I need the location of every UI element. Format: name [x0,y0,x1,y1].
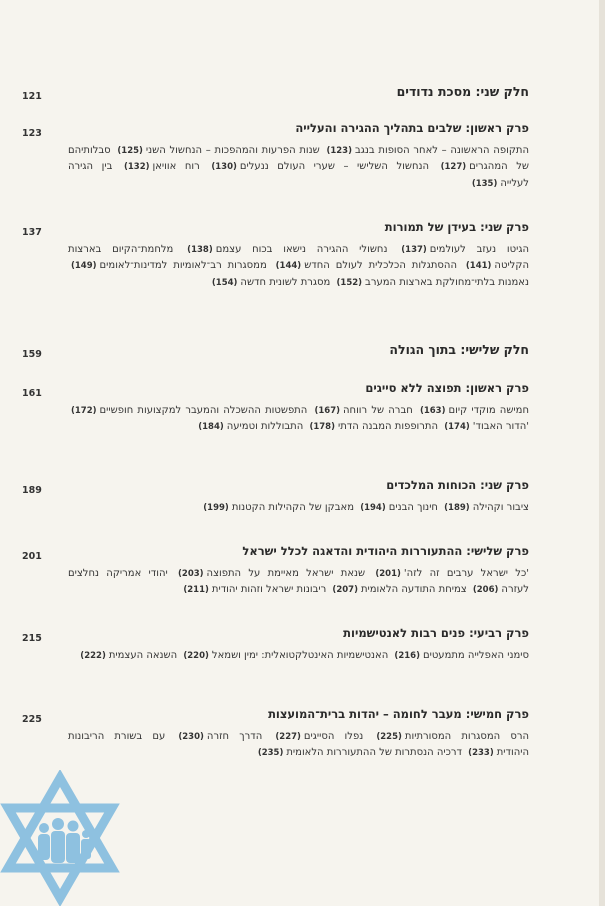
toc-item [329,584,466,595]
part-page-number: 121 [22,91,42,102]
toc-item [398,244,529,255]
toc-item [323,145,529,156]
toc-item-title: האנטישמיות האינטלקטואלית: ימין ושמאל [211,650,389,661]
toc-item [417,405,529,416]
toc-item-page: (184) [198,422,224,433]
chapter-items [68,648,529,664]
toc-item [357,502,438,513]
chapter-name: פנים רבות לאנטישמיות [343,626,466,640]
chapter-title [68,121,529,135]
toc-item-page: (141) [465,261,492,272]
chapter-page-number: 137 [22,227,42,238]
chapter [68,381,529,436]
toc-item [175,731,262,742]
toc-item-title: יהודי אמריקה נחלצים לעזרה [68,568,529,596]
toc-item [441,421,529,432]
toc-item [208,161,429,172]
chapter-page-number: 161 [22,388,42,399]
chapter-page-number: 215 [22,633,42,644]
toc-item-title: התפשטות ההשכלה והמעבר למקצועות חופשיים [99,405,308,416]
toc-item-title: בין הגירה לעלייה [68,161,529,189]
chapter-items [68,403,529,436]
toc-item-page: (123) [326,146,352,156]
toc-item-page: (189) [444,503,470,513]
toc-item-title: דרכיה הנסתרות של ההתעוררות הלאומית [286,747,462,759]
toc-item [273,260,457,271]
toc-item-page: (222) [80,651,106,661]
toc-item-page: (216) [394,651,420,661]
toc-item [175,568,365,579]
toc-item-page: (138) [187,245,213,255]
chapter-title [68,381,529,395]
toc-item-page: (130) [211,162,237,173]
toc-item-title: נפלו הסייגים [303,731,364,742]
toc-item-page: (154) [211,277,238,288]
toc-item-page: (178) [309,422,335,433]
chapter [68,626,529,664]
toc-item [441,502,529,513]
toc-item-title: התבוללות וטמיעה [226,421,304,433]
chapter-title [68,707,529,721]
toc-item-title: הגיטו נעזב לעולמים [429,244,530,255]
toc-item [184,244,387,255]
toc-item-title: סבלותיהם של המהגרים [68,145,529,173]
toc-item-title: נאמנות בלתי־מחולקת בארצות המערב [365,276,529,288]
chapter-page-number: 123 [22,128,42,139]
toc-item [77,650,177,661]
toc-item-page: (149) [71,261,97,272]
toc-item-page: (201) [375,569,401,579]
chapter [68,121,529,192]
toc-item-page: (207) [332,585,358,596]
toc-item-page: (167) [314,406,340,416]
toc-item-title: חברה של רווחה [343,405,413,416]
toc-item-title: צמיחת התודעה הלאומית [360,584,467,596]
chapter-title [68,626,529,640]
toc-item [306,421,438,432]
toc-item-title: ממסגרות רב־לאומיות למדינות־לאומים [99,260,267,272]
toc-item-page: (132) [123,162,150,173]
toc-item [68,405,307,416]
toc-item [114,145,319,156]
part-title: חלק שני: מסכת נדודים [396,84,529,99]
chapter-label: פרק ראשון: [461,381,529,395]
toc-item-page: (220) [183,651,209,661]
toc-item-page: (235) [257,748,284,759]
toc-item-title: עם בשורת הריבונות היהודית [68,731,529,759]
toc-item-page: (211) [183,585,209,596]
toc-item-title: הדרך חזרה [206,731,263,742]
toc-item-title: ציבור וקהילה [472,502,529,513]
chapter-label: פרק חמישי: [461,707,529,721]
toc-item [180,650,388,661]
page-edge [599,0,605,906]
toc-item-title: מסגרת לשונית חדשה [240,276,331,288]
chapter-page-number: 189 [22,485,42,496]
chapter-label: פרק שני: [476,478,529,492]
toc-item-title: סימני האפלייה מתמעטים [422,650,529,661]
chapter-label: פרק שלישי: [462,544,529,558]
toc-item-page: (225) [376,732,402,742]
toc-item-title: הרס המסגרות המסורתיות [404,731,530,742]
chapter [68,220,529,291]
toc-item-title: התקופה הראשונה – לאחר הסופות בנגב [354,145,530,156]
chapter-label: פרק רביעי: [465,626,529,640]
chapter-name: שלבים בתהליך ההגירה והעלייה [295,121,462,135]
toc-item-page: (227) [275,732,301,742]
chapter-name: הכוחות המלכדים [386,478,477,492]
toc-item-title: 'כל ישראל ערבים זה לזה' [403,568,530,579]
chapter [68,544,529,599]
toc-item-title: שנאת ישראל מאיימת על התפוצה [206,568,366,579]
toc-item-title: התרופפות המבנה הדתי [337,421,439,433]
toc-item-page: (203) [178,569,204,579]
toc-item [195,421,303,432]
toc-item-title: רוח אוויאן [152,161,200,173]
toc-item [372,568,529,579]
chapter [68,478,529,516]
toc-item [334,277,529,288]
toc-item-page: (144) [275,261,302,272]
toc-item-page: (152) [336,277,363,288]
toc-item-page: (233) [468,748,494,759]
toc-item [255,747,462,758]
toc-item-page: (199) [203,503,229,513]
toc-item-title: מלחמת־הקיום בארצות הקליטה [68,244,529,272]
chapter-label: פרק שני: [476,220,529,234]
toc-item-title: ריבונות ישראל וזהות יהודית [211,584,327,596]
toc-item-page: (163) [419,406,446,416]
toc-item [272,731,363,742]
toc-item [180,584,326,595]
toc-item-title: ההסתגלות הכלכלית לעולם החדש [304,260,457,272]
toc-item-page: (174) [444,422,470,433]
toc-item-title: הנחשול השלישי – שערי העולם ננעלים [239,161,430,173]
toc-item [68,260,267,271]
chapter-name: בעידן של תמורות [384,220,477,234]
chapter-items [68,500,529,516]
toc-item-page: (206) [472,585,499,596]
part-title: חלק שלישי: בתוך הגולה [389,342,529,357]
star-of-david-family-logo [0,770,120,906]
chapter-page-number: 201 [22,551,42,562]
toc-item [311,405,412,416]
toc-item [391,650,529,661]
chapter-label: פרק ראשון: [461,121,529,135]
chapter [68,707,529,762]
toc-item-title: חמישה מוקדי קיום [448,405,529,416]
toc-item-title: נחשולי ההגירה נישאו בכוח עצמם [215,244,388,255]
chapter-items [68,143,529,192]
toc-item-page: (137) [401,245,427,255]
toc-item-page: (127) [440,162,467,173]
chapter-items [68,566,529,599]
toc-item-title: 'הדור האבוד' [472,421,529,433]
toc-item [373,731,529,742]
toc-item-page: (230) [178,732,204,742]
chapter-items [68,729,529,762]
chapter-page-number: 225 [22,714,42,725]
chapter-title [68,478,529,492]
chapter-items [68,242,529,291]
chapter-name: תפוצה ללא סייגים [365,381,462,395]
toc-item-page: (135) [471,178,498,189]
toc-item-title: מאבקן של הקהילות הקטנות [231,502,354,513]
toc-item-title: שנות הפרעות והמהפכות – הנחשול השני [145,145,320,156]
toc-item-title: השנאה העצמית [108,650,178,661]
toc-item-page: (194) [360,503,386,513]
chapter-name: ההתעוררות היהודית והדאגה לכלל ישראל [242,544,463,558]
toc-item-page: (172) [71,406,97,416]
chapter-title [68,544,529,558]
toc-item-page: (125) [117,146,143,156]
chapter-title [68,220,529,234]
part-page-number: 159 [22,349,42,360]
toc-item-title: חינוך הבנים [388,502,438,513]
chapter-name: מעבר לחומה – יהדות ברית־המועצות [268,707,462,721]
toc-item [200,502,354,513]
toc-item [209,277,330,288]
toc-item [121,161,200,172]
